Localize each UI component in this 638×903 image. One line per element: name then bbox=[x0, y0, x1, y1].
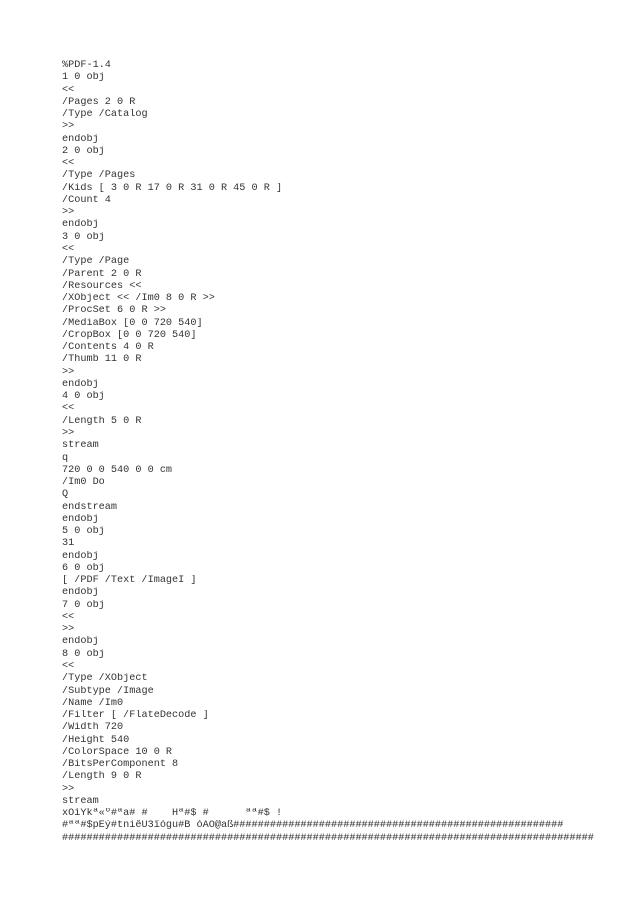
text-line: 8 0 obj bbox=[62, 648, 105, 660]
text-line: /ColorSpace 10 0 R bbox=[62, 746, 173, 758]
text-line: /Name /Im0 bbox=[62, 697, 124, 709]
text-line: >> bbox=[62, 427, 75, 439]
text-line: [ /PDF /Text /ImageI ] bbox=[62, 575, 197, 587]
text-line: %PDF-1.4 bbox=[62, 60, 111, 71]
text-line: << bbox=[62, 661, 75, 673]
text-line: 7 0 obj bbox=[62, 599, 105, 611]
text-line: 31 bbox=[62, 538, 75, 550]
text-line: 1 0 obj bbox=[62, 72, 105, 84]
text-line: /Parent 2 0 R bbox=[62, 268, 142, 280]
text-line: << bbox=[62, 403, 75, 415]
text-line: /ProcSet 6 0 R >> bbox=[62, 305, 166, 317]
text-line: /Height 540 bbox=[62, 734, 130, 746]
text-line: /XObject << /Im0 8 0 R >> bbox=[62, 293, 215, 305]
text-line: endobj bbox=[62, 513, 99, 525]
text-line: /Type /XObject bbox=[62, 673, 148, 685]
text-line: /CropBox [0 0 720 540] bbox=[62, 329, 197, 341]
text-line: 720 0 0 540 0 0 cm bbox=[62, 464, 173, 476]
text-line: /Filter [ /FlateDecode ] bbox=[62, 710, 209, 722]
text-line: /Pages 2 0 R bbox=[62, 96, 136, 108]
text-line: << bbox=[62, 158, 75, 170]
text-line: endobj bbox=[62, 550, 99, 562]
text-line: #ªª#$pÈý#tniêÙ3ïógu#B óÀÓ@aß###################################################### bbox=[62, 820, 564, 832]
text-line: /Length 9 0 R bbox=[62, 771, 142, 783]
text-line: /Subtype /Image bbox=[62, 685, 154, 697]
text-line: /Type /Pages bbox=[62, 170, 136, 182]
text-line: /Type /Catalog bbox=[62, 109, 148, 121]
text-line: /Im0 Do bbox=[62, 477, 105, 489]
text-line: >> bbox=[62, 207, 75, 219]
text-line: 3 0 obj bbox=[62, 231, 105, 243]
text-line: ####################################################################################### bbox=[62, 832, 594, 844]
text-line: endobj bbox=[62, 133, 99, 145]
text-line: /Width 720 bbox=[62, 722, 124, 734]
text-line: 6 0 obj bbox=[62, 562, 105, 574]
text-line: Q bbox=[62, 489, 69, 501]
text-line: >> bbox=[62, 366, 75, 378]
text-line: << bbox=[62, 84, 75, 96]
text-line: stream bbox=[62, 440, 99, 452]
text-line: >> bbox=[62, 624, 75, 636]
text-line: >> bbox=[62, 783, 75, 795]
text-line: q bbox=[62, 452, 69, 464]
text-line: << bbox=[62, 243, 75, 255]
text-line: /BitsPerComponent 8 bbox=[62, 759, 179, 771]
text-line: /MediaBox [0 0 720 540] bbox=[62, 317, 203, 329]
text-line: endobj bbox=[62, 378, 99, 390]
pdf-source-text bbox=[62, 60, 622, 845]
text-line: 5 0 obj bbox=[62, 526, 105, 538]
text-line: << bbox=[62, 611, 75, 623]
text-line: /Count 4 bbox=[62, 194, 111, 206]
text-line: /Type /Page bbox=[62, 256, 130, 268]
text-line: 2 0 obj bbox=[62, 145, 105, 157]
text-line: stream bbox=[62, 795, 99, 807]
text-line: endobj bbox=[62, 587, 99, 599]
text-line: /Contents 4 0 R bbox=[62, 342, 154, 354]
text-line: endobj bbox=[62, 636, 99, 648]
text-line: /Kids [ 3 0 R 17 0 R 31 0 R 45 0 R ] bbox=[62, 182, 283, 194]
text-line: 4 0 obj bbox=[62, 391, 105, 403]
text-line: /Length 5 0 R bbox=[62, 415, 142, 427]
text-line: xÕìÝkª«º#ªa# # Hª#$ # ªª#$ ! bbox=[62, 808, 283, 820]
text-line: /Resources << bbox=[62, 280, 142, 292]
text-line: endstream bbox=[62, 501, 118, 513]
text-line: /Thumb 11 0 R bbox=[62, 354, 142, 366]
text-line: endobj bbox=[62, 219, 99, 231]
text-line: >> bbox=[62, 121, 75, 133]
